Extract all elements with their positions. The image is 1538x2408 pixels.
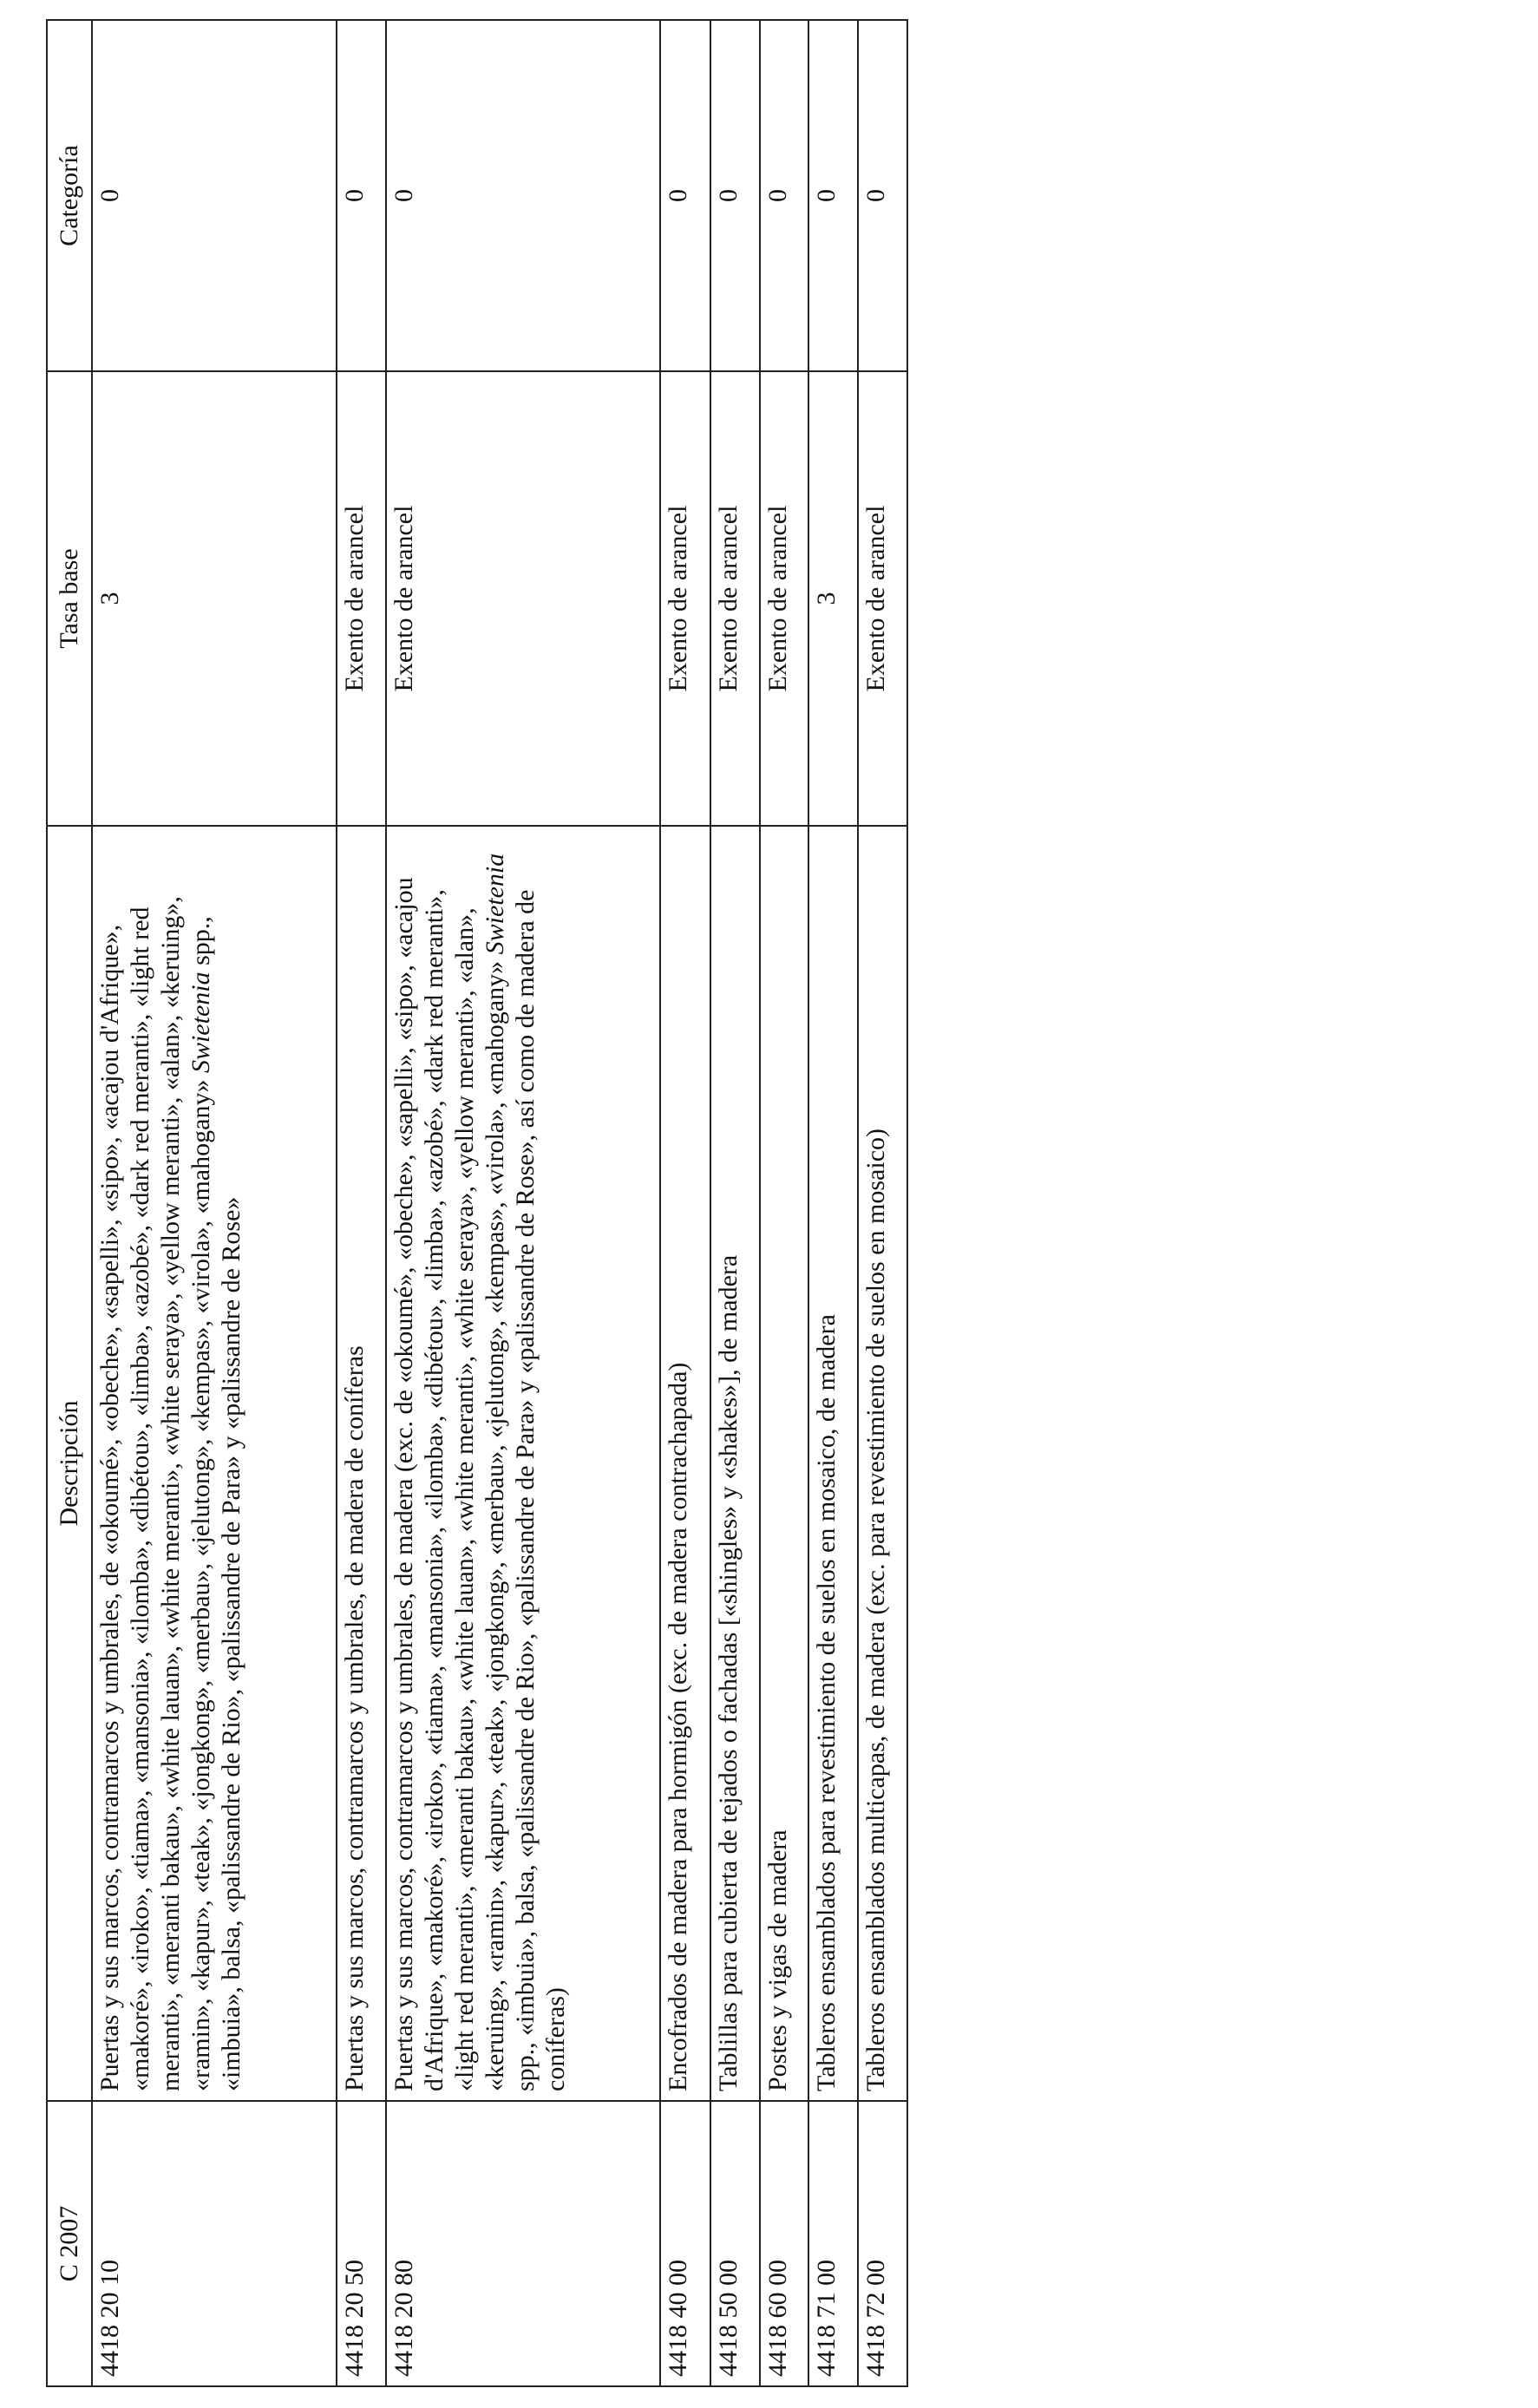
row-base-rate: Exento de arancel: [710, 371, 760, 826]
row-code: 4418 60 00: [760, 2101, 808, 2386]
row-code: 4418 20 80: [386, 2101, 660, 2386]
header-description: Descripción: [47, 826, 92, 2101]
row-base-rate: Exento de arancel: [760, 371, 808, 826]
row-description: Tableros ensamblados multicapas, de madera (exc. para revestimiento de suelos en mosaico): [858, 826, 907, 2101]
row-base-rate: Exento de arancel: [858, 371, 907, 826]
row-category: 0: [337, 20, 386, 371]
row-description: Puertas y sus marcos, contramarcos y umbrales, de madera de coníferas: [337, 826, 386, 2101]
row-code: 4418 40 00: [660, 2101, 710, 2386]
table-row: [337, 20, 386, 2386]
row-description: Encofrados de madera para hormigón (exc. de madera contrachapada): [660, 826, 710, 2101]
description-italic: Swietenia: [481, 853, 509, 955]
description-text: Puertas y sus marcos, contramarcos y umbrales, de «okoumé», «obeche», «sapelli», «sipo», «acajou d'Afrique», «makoré», «iroko», «tiama», «mansonia», «ilomba», «dibétou», «limba», «azobé», «dark red meranti», «light red meranti», «meranti bakau», «white lauan», «white meranti», «white seraya», «yellow meranti», «alan», «keruing», «ramin», «kapur», «teak», «jongkong», «merbau», «jelutong», «kempas», «virola», «mahogany»: [95, 896, 215, 2091]
row-base-rate: 3: [92, 371, 337, 826]
row-description: [92, 826, 337, 2101]
header-base-rate: Tasa base: [47, 371, 92, 826]
header-row: [47, 20, 92, 2386]
header-code: C 2007: [47, 2101, 92, 2386]
table-row: [710, 20, 760, 2386]
row-code: 4418 50 00: [710, 2101, 760, 2386]
table-row: [92, 20, 337, 2386]
row-category: 0: [858, 20, 907, 371]
row-category: 0: [710, 20, 760, 371]
table-row: [386, 20, 660, 2386]
row-base-rate: Exento de arancel: [660, 371, 710, 826]
table-row: [760, 20, 808, 2386]
row-description: Tableros ensamblados para revestimiento de suelos en mosaico, de madera: [808, 826, 858, 2101]
row-category: 0: [808, 20, 858, 371]
row-description: Tablillas para cubierta de tejados o fachadas [«shingles» y «shakes»], de madera: [710, 826, 760, 2101]
description-text: Puertas y sus marcos, contramarcos y umbrales, de madera (exc. de «okoumé», «obeche», «sapelli», «sipo», «acajou d'Afrique», «makoré», «iroko», «tiama», «mansonia», «ilomba», «dibétou», «limba», «azobé», «dark red meranti», «light red meranti», «meranti bakau», «white lauan», «white meranti», «white seraya», «yellow meranti», «alan», «keruing», «ramin», «kapur», «teak», «jongkong», «merbau», «jelutong», «kempas», «virola», «mahogany»: [389, 877, 509, 2091]
row-base-rate: 3: [808, 371, 858, 826]
row-base-rate: Exento de arancel: [337, 371, 386, 826]
row-code: 4418 20 10: [92, 2101, 337, 2386]
row-description: Postes y vigas de madera: [760, 826, 808, 2101]
description-text: spp., «imbuia», balsa, «palissandre de Rio», «palissandre de Para» y «palissandre de Rose»: [187, 916, 245, 2091]
header-category: Categoría: [47, 20, 92, 371]
row-category: 0: [660, 20, 710, 371]
row-category: 0: [92, 20, 337, 371]
table-row: [660, 20, 710, 2386]
row-category: 0: [760, 20, 808, 371]
row-code: 4418 71 00: [808, 2101, 858, 2386]
rotated-page: [46, 21, 890, 2387]
table-row: [858, 20, 907, 2386]
row-code: 4418 72 00: [858, 2101, 907, 2386]
row-description: [386, 826, 660, 2101]
description-italic: Swietenia: [187, 972, 215, 1074]
row-base-rate: Exento de arancel: [386, 371, 660, 826]
table-row: [808, 20, 858, 2386]
tariff-table: [46, 19, 908, 2387]
description-text: spp., «imbuia», balsa, «palissandre de Rio», «palissandre de Para» y «palissandre de Rose», así como de madera de coníferas): [511, 889, 570, 2091]
row-category: 0: [386, 20, 660, 371]
row-code: 4418 20 50: [337, 2101, 386, 2386]
